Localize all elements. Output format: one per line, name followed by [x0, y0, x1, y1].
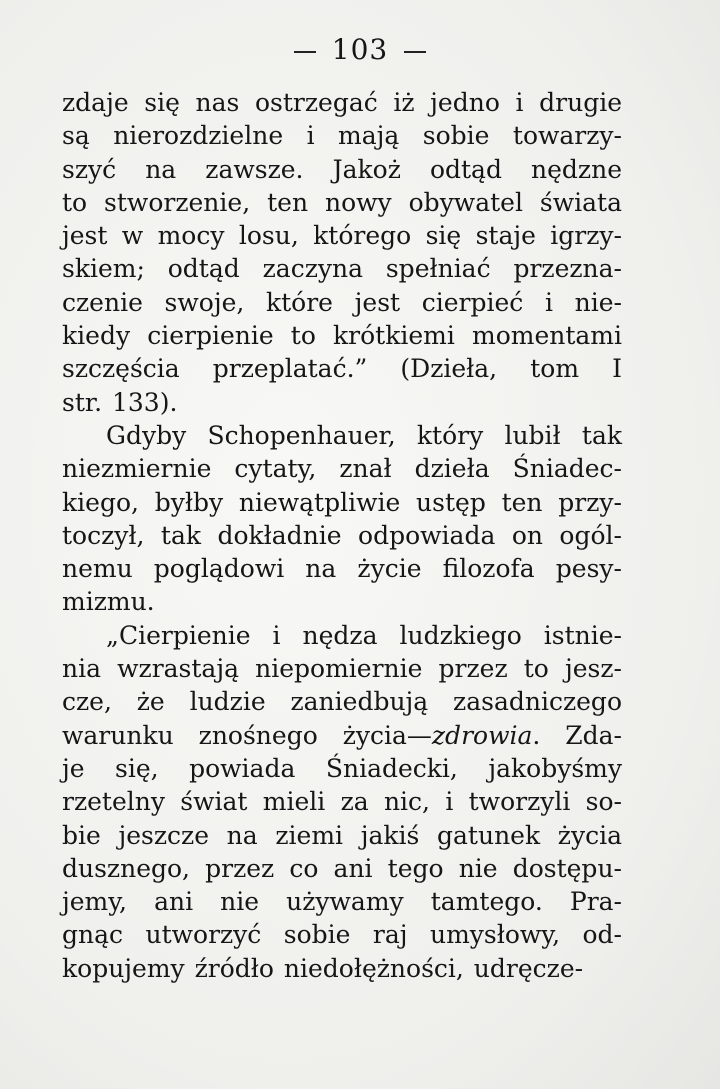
text-line: jest w mocy losu, którego się staje igrzy- — [62, 221, 622, 251]
text-line: kiedy cierpienie to krótkiemi momentami — [62, 321, 622, 351]
text-line: nemu poglądowi na życie filozofa pesy- — [62, 554, 622, 584]
text-line: str. 133). — [62, 387, 178, 417]
text-line: kiego, byłby niewątpliwie ustęp ten przy- — [62, 487, 622, 517]
text-line: skiem; odtąd zaczyna spełniać przezna- — [62, 254, 622, 284]
text-line: je się, powiada Śniadecki, jakobyśmy — [62, 753, 622, 783]
text-line: kopujemy źródło niedołężności, udręcze- — [62, 953, 584, 983]
paragraph — [62, 86, 622, 419]
text-line: bie jeszcze na ziemi jakiś gatunek życia — [62, 820, 622, 850]
text-line: szczęścia przeplatać.” (Dzieła, tom I — [62, 354, 622, 384]
text-line: są nierozdzielne i mają sobie towarzy- — [62, 121, 622, 151]
text-line: mizmu. — [62, 587, 155, 617]
text-line: nia wzrastają niepomiernie przez to jesz- — [62, 654, 622, 684]
text-line: czenie swoje, które jest cierpieć i nie- — [62, 287, 622, 317]
text-line: Gdyby Schopenhauer, który lubił tak — [106, 420, 622, 450]
page-header — [0, 30, 720, 70]
text-line: „Cierpienie i nędza ludzkiego istnie- — [106, 620, 622, 650]
text-line: cze, że ludzie zaniedbują zasadniczego — [62, 687, 622, 717]
page-number: 103 — [331, 33, 389, 66]
header-dash-right — [404, 51, 426, 53]
text-line: toczył, tak dokładnie odpowiada on ogól- — [62, 520, 622, 550]
text-line: gnąc utworzyć sobie raj umysłowy, od- — [62, 920, 622, 950]
text-line: warunku znośnego życia—zdrowia. Zda- — [62, 720, 622, 750]
text-line: szyć na zawsze. Jakoż odtąd nędzne — [62, 154, 622, 184]
text-line: dusznego, przez co ani tego nie dostępu- — [62, 853, 622, 883]
header-dash-left — [294, 51, 316, 53]
text-line: niezmiernie cytaty, znał dzieła Śniadec- — [62, 454, 622, 484]
paragraph — [62, 619, 622, 985]
text-line: rzetelny świat mieli za nic, i tworzyli so- — [62, 787, 622, 817]
body-text — [62, 86, 622, 985]
paragraph — [62, 419, 622, 619]
text-line: zdaje się nas ostrzegać iż jedno i drugie — [62, 88, 622, 117]
text-line: jemy, ani nie używamy tamtego. Pra- — [62, 887, 622, 917]
text-line: to stworzenie, ten nowy obywatel świata — [62, 187, 622, 217]
